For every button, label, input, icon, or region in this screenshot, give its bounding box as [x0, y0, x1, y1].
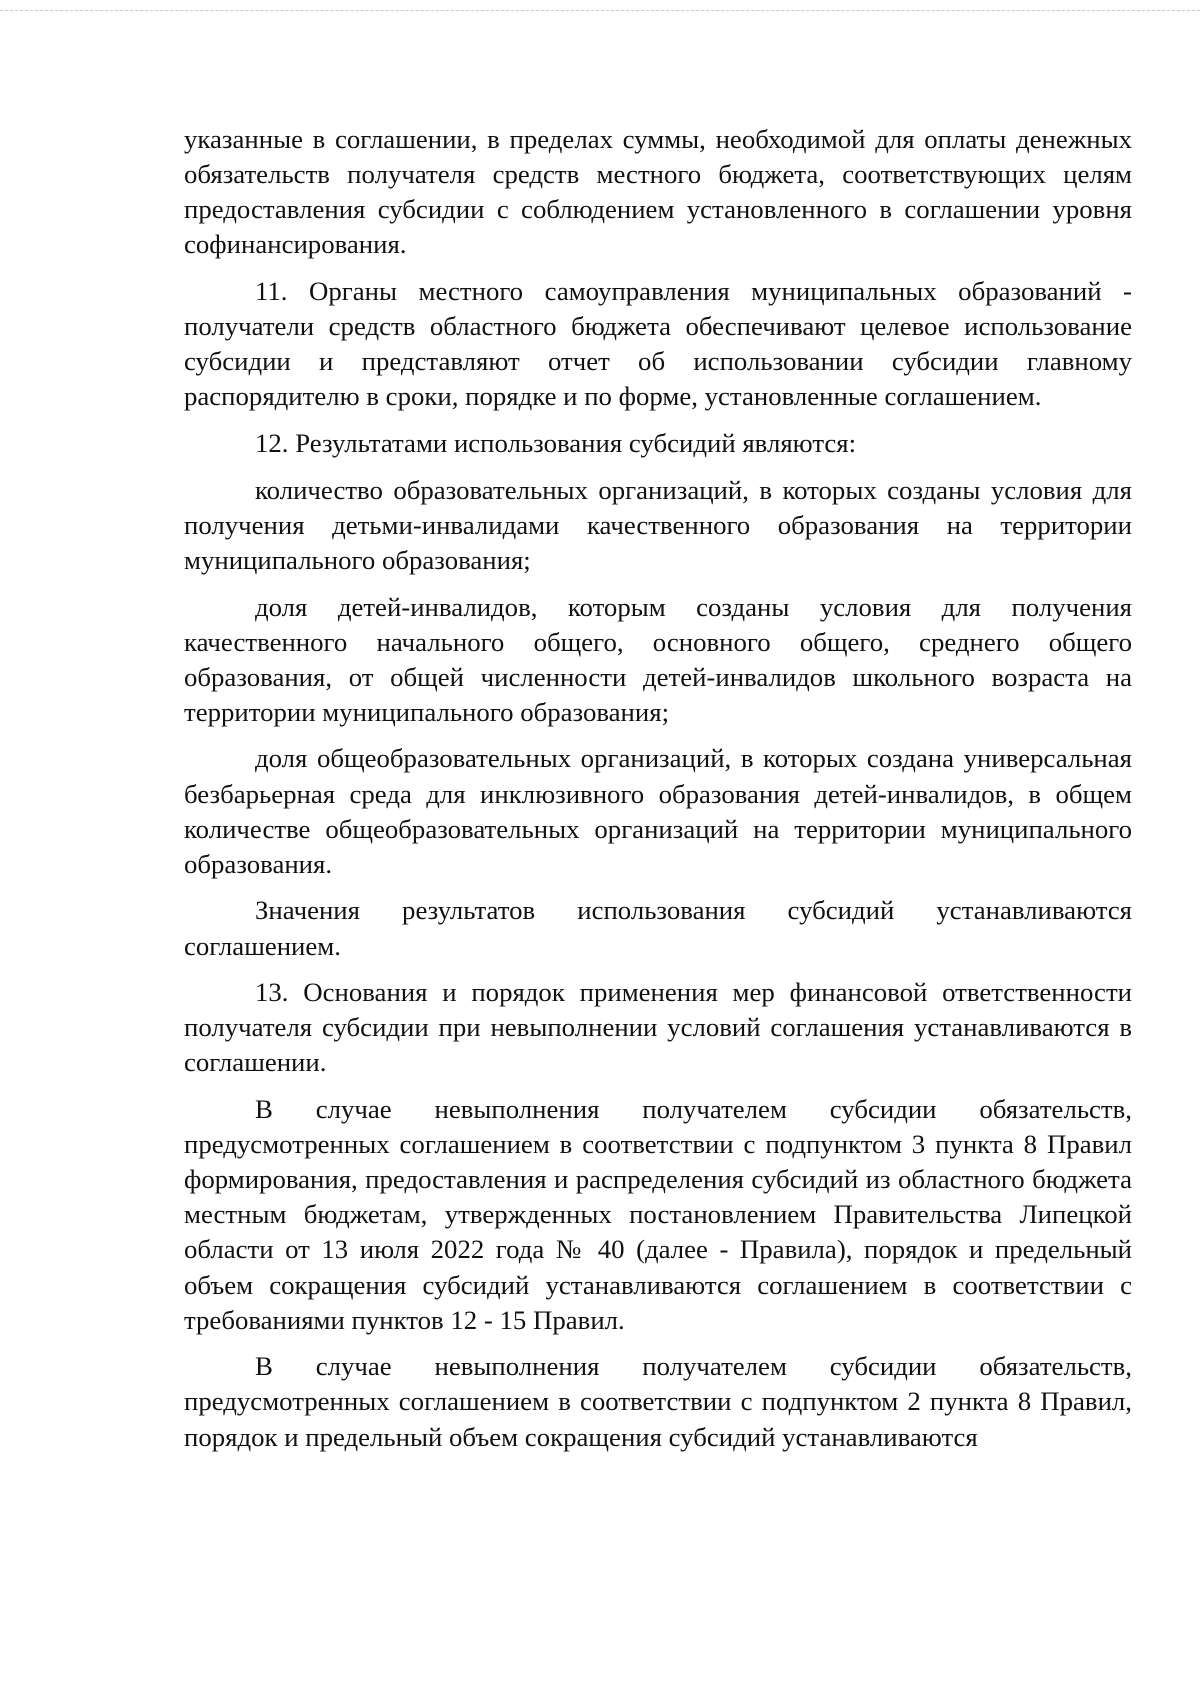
- scan-top-edge: [0, 10, 1200, 11]
- paragraph-case-2: В случае невыполнения получателем субсидии обязательств, предусмотренных соглашением в соответствии с подпунктом 2 пункта 8 Правил, порядок и предельный объем сокращения субсидий устанавливаются: [184, 1351, 1132, 1452]
- paragraph-item-11: 11. Органы местного самоуправления муниципальных образований - получатели средств областного бюджета обеспечивают целевое использование субсидии и представляют отчет об использовании субсидии главному распорядителю в сроки, порядке и по форме, установленные соглашением.: [184, 275, 1132, 412]
- paragraph-item-12: 12. Результатами использования субсидий являются:: [255, 427, 857, 458]
- paragraph-result-3: доля общеобразовательных организаций, в которых создана универсальная безбарьерная среда для инклюзивного образования детей-инвалидов, в общем количестве общеобразовательных организаций на территории муниципального образования.: [184, 743, 1132, 879]
- paragraph-result-2: доля детей-инвалидов, которым созданы условия для получения качественного начального общего, основного общего, среднего общего образования, от общей численности детей-инвалидов школьного возраста на территории муниципального образования;: [184, 591, 1132, 727]
- paragraph-result-values: Значения результатов использования субсидий устанавливаются соглашением.: [184, 895, 1132, 961]
- paragraph-case-1: В случае невыполнения получателем субсидии обязательств, предусмотренных соглашением в соответствии с подпунктом 3 пункта 8 Правил формирования, предоставления и распределения субсидий из областного бюджета местным бюджетам, утвержденных постановлением Правительства Липецкой области от 13 июля 2022 года № 40 (далее - Правила), порядок и предельный объем сокращения субсидий устанавливаются соглашением в соответствии с требованиями пунктов 12 - 15 Правил.: [184, 1094, 1132, 1335]
- document-body: [184, 122, 1132, 1466]
- paragraph-item-13: 13. Основания и порядок применения мер финансовой ответственности получателя субсидии при невыполнении условий соглашения устанавливаются в соглашении.: [184, 977, 1132, 1078]
- paragraph-continuation: указанные в соглашении, в пределах суммы, необходимой для оплаты денежных обязательств получателя средств местного бюджета, соответствующих целям предоставления субсидии с соблюдением установленного в соглашении уровня софинансирования.: [184, 124, 1132, 260]
- paragraph-result-1: количество образовательных организаций, в которых созданы условия для получения детьми-инвалидами качественного образования на территории муниципального образования;: [184, 474, 1132, 575]
